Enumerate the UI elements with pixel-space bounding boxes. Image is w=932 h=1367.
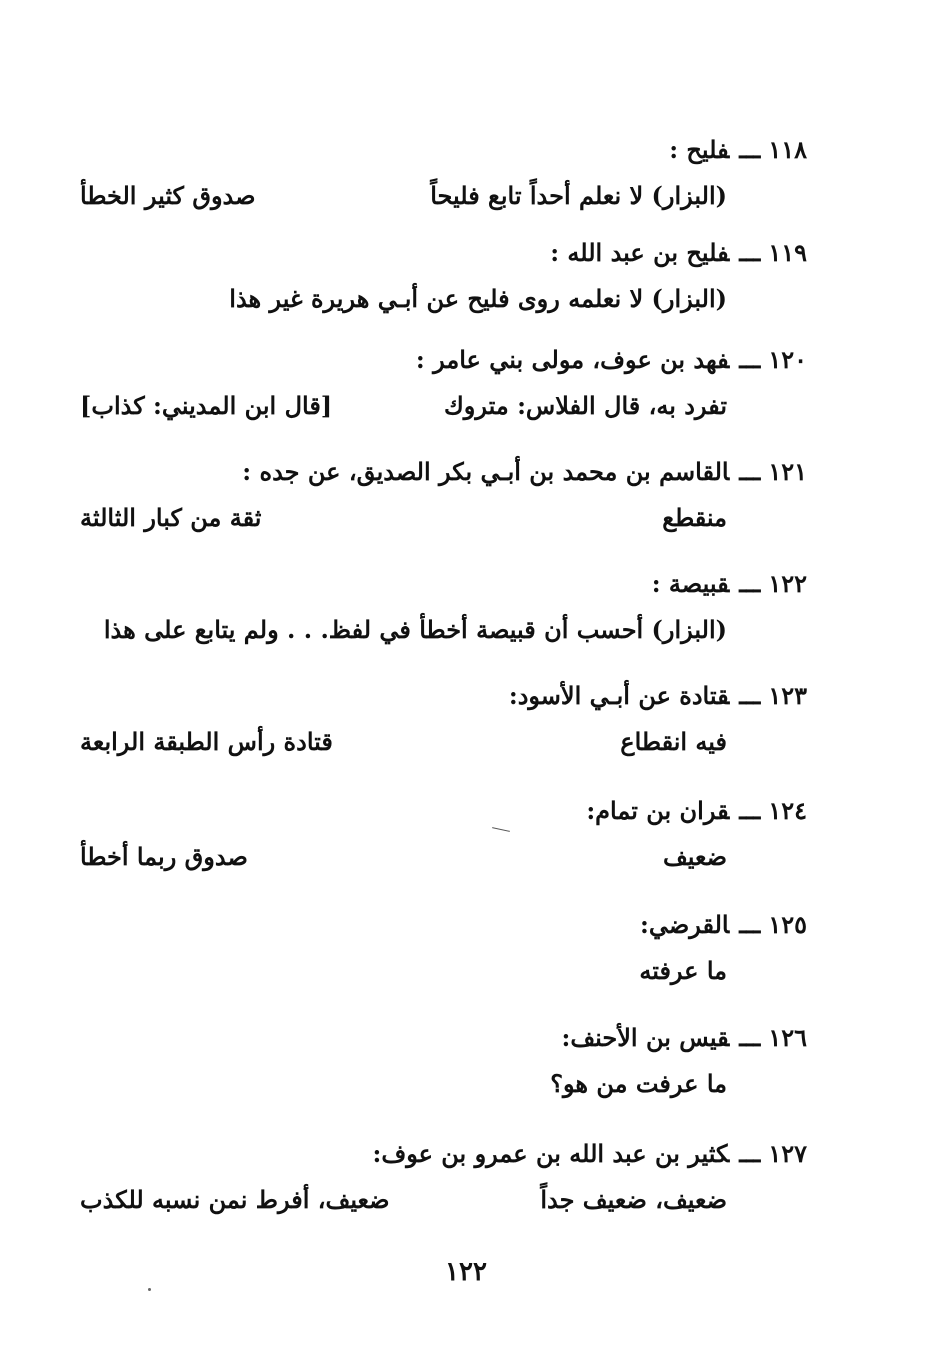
entry-126 [80,1022,807,1100]
entry-number: ١٢٤ [768,796,807,825]
entry-122 [80,568,807,646]
entry-119 [80,237,807,315]
entry-evaluation: قتادة رأس الطبقة الرابعة [80,727,333,756]
entry-note: ما عرفت من هو؟ [550,1069,727,1098]
entry-detail-line [80,1068,807,1100]
entry-heading [80,344,807,376]
narrator-name: كثير بن عبد الله بن عمرو بن عوف: [372,1139,730,1168]
scan-dot [148,1288,151,1291]
narrator-name: فليح بن عبد الله : [550,238,730,267]
entry-dash: ـــ [739,345,761,374]
entry-dash: ـــ [739,569,761,598]
entry-note: (البزار) أحسب أن قبيصة أخطأ في لفظ. . . ولم يتابع على هذا [103,615,727,644]
entry-note: فيه انقطاع [620,727,727,756]
entry-number: ١٢٣ [768,681,807,710]
entry-number: ١٢١ [768,457,807,486]
entry-detail-line [80,726,807,758]
entry-number: ١٢٧ [768,1139,807,1168]
entry-heading [80,909,807,941]
entry-number: ١٢٦ [768,1023,807,1052]
entry-evaluation: صدوق كثير الخطأ [80,181,256,210]
narrator-name: قتادة عن أبـي الأسود: [508,681,730,710]
entry-note: (البزار) لا نعلمه روى فليح عن أبـي هريرة غير هذا [229,284,727,313]
entry-dash: ـــ [739,238,761,267]
entry-evaluation: صدوق ربما أخطأ [80,842,248,871]
entry-heading [80,795,807,827]
entry-dash: ـــ [739,910,761,939]
entry-detail-line [80,180,807,212]
entry-heading [80,1138,807,1170]
entry-evaluation: ضعيف، أفرط نمن نسبه للكذب [80,1185,390,1214]
entry-detail-line [80,390,807,422]
entry-note: ضعيف [662,842,727,871]
entry-detail-line [80,841,807,873]
entry-121 [80,456,807,534]
entry-dash: ـــ [739,1139,761,1168]
entry-number: ١٢٢ [768,569,807,598]
narrator-name: فهد بن عوف، مولى بني عامر : [415,345,730,374]
entry-dash: ـــ [739,135,761,164]
entry-detail-line [80,1184,807,1216]
entry-number: ١١٩ [768,238,807,267]
entry-127 [80,1138,807,1216]
entry-evaluation: ثقة من كبار الثالثة [80,503,262,532]
narrator-name: قبيصة : [651,569,730,598]
entry-note: منقطع [662,503,727,532]
entry-heading [80,568,807,600]
entry-124 [80,795,807,873]
entry-number: ١٢٥ [768,910,807,939]
entry-heading [80,1022,807,1054]
narrator-name: القرضي: [639,910,730,939]
entry-125 [80,909,807,987]
entry-dash: ـــ [739,681,761,710]
entry-number: ١٢٠ [768,345,807,374]
entry-detail-line [80,502,807,534]
narrator-name: قيس بن الأحنف: [561,1023,730,1052]
entry-note: ضعيف، ضعيف جداً [540,1185,727,1214]
entry-detail-line [80,283,807,315]
entry-heading [80,134,807,166]
narrator-name: فليح : [669,135,730,164]
entry-number: ١١٨ [768,135,807,164]
entry-118 [80,134,807,212]
entry-123 [80,680,807,758]
entry-heading [80,237,807,269]
entry-dash: ـــ [739,457,761,486]
narrator-name: القاسم بن محمد بن أبـي بكر الصديق، عن جده : [242,457,730,486]
entry-note: تفرد به، قال الفلاس: متروك [444,391,727,420]
entry-heading [80,456,807,488]
entry-dash: ـــ [739,1023,761,1052]
entry-evaluation: [قال ابن المديني: كذاب] [80,391,333,420]
page-number: ١٢٢ [445,1257,487,1287]
entry-120 [80,344,807,422]
entry-heading [80,680,807,712]
entry-detail-line [80,614,807,646]
entry-dash: ـــ [739,796,761,825]
entry-note: (البزار) لا نعلم أحداً تابع فليحاً [430,181,727,210]
narrator-name: قران بن تمام: [586,796,730,825]
entry-detail-line [80,955,807,987]
entry-note: ما عرفته [639,956,727,985]
